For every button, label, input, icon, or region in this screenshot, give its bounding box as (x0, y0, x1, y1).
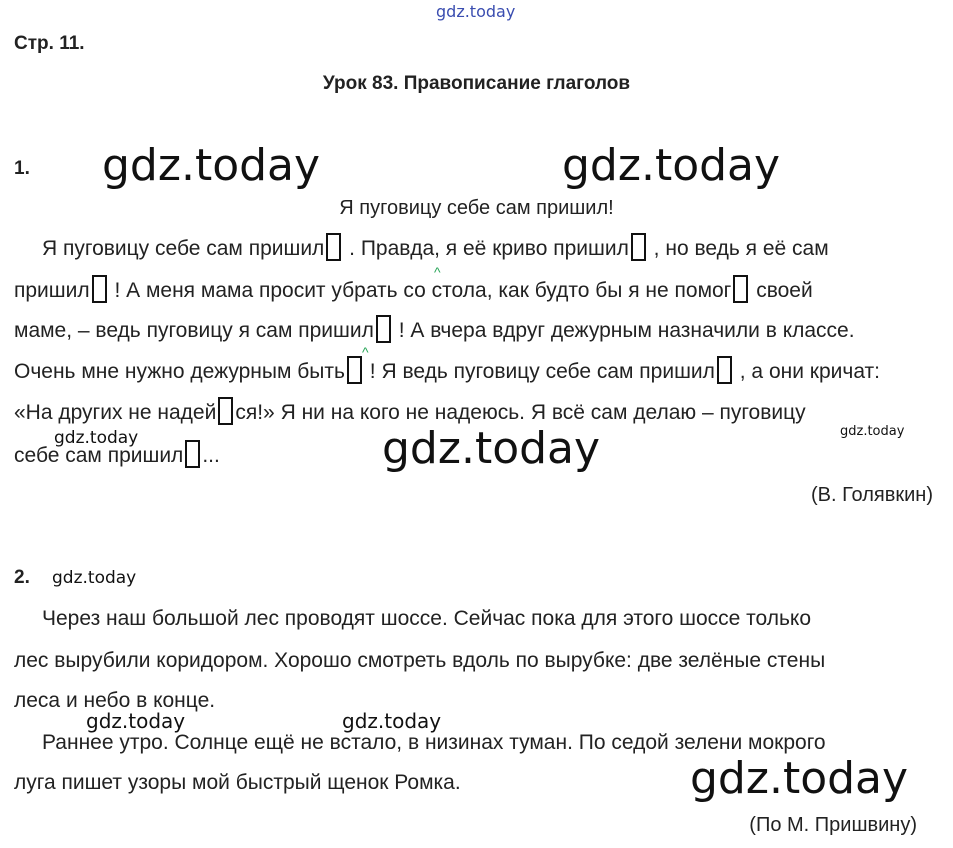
text-segment: пришил (14, 279, 90, 302)
exercise-2-author: (По М. Пришвину) (749, 814, 917, 836)
answer-box (326, 233, 341, 261)
watermark-large: gdz.today (382, 423, 601, 474)
exercise-1-title: Я пуговицу себе сам пришил! (339, 197, 614, 219)
exercise-1-line-1 (42, 229, 829, 269)
stress-mark-icon: ^ (434, 264, 441, 280)
watermark-large: gdz.today (690, 753, 909, 804)
exercise-2-line-2: лес вырубили коридором. Хорошо смотреть вдоль по вырубке: две зелёные стены (14, 649, 826, 672)
text-segment: ... (202, 444, 220, 467)
exercise-2-line-5: луга пишет узоры мой быстрый щенок Ромка. (14, 771, 461, 794)
text-segment: , но ведь я её сам (647, 237, 829, 260)
watermark-small: gdz.today (52, 568, 137, 588)
exercise-1-number: 1. (14, 158, 30, 179)
text-segment: ! А меня мама просит убрать со стола, как будто бы я не помог (108, 279, 732, 302)
watermark-small: gdz.today (840, 424, 905, 439)
text-segment: . Правда, я её криво пришил (343, 237, 629, 260)
text-segment: , а они кричат: (733, 360, 880, 383)
answer-box (376, 315, 391, 343)
exercise-1-author: (В. Голявкин) (810, 484, 933, 506)
stress-mark-icon: ^ (362, 344, 369, 360)
text-segment: ся!» Я ни на кого не надеюсь. Я всё сам делаю – пуговицу (235, 401, 806, 424)
exercise-1-line-2 (14, 271, 813, 311)
exercise-1-line-4 (14, 352, 880, 392)
answer-box (733, 275, 748, 303)
answer-box (185, 440, 200, 468)
page-label: Стр. 11. (14, 33, 85, 54)
answer-box (218, 397, 233, 425)
watermark-large: gdz.today (562, 140, 781, 191)
text-segment: Очень мне нужно дежурным быть (14, 360, 345, 383)
answer-box (92, 275, 107, 303)
exercise-1-line-3 (14, 311, 855, 351)
text-segment: маме, – ведь пуговицу я сам пришил (14, 319, 374, 342)
watermark-large: gdz.today (102, 140, 321, 191)
text-segment: своей (750, 279, 813, 302)
watermark-top: gdz.today (436, 2, 516, 21)
text-segment: ! А вчера вдруг дежурным назначили в классе. (392, 319, 855, 342)
exercise-2-line-4: Раннее утро. Солнце ещё не встало, в низинах туман. По седой зелени мокрого (42, 731, 826, 754)
watermark-small: gdz.today (86, 709, 186, 733)
answer-box (717, 356, 732, 384)
text-segment: себе сам пришил (14, 444, 184, 467)
lesson-title: Урок 83. Правописание глаголов (322, 73, 631, 94)
answer-box (631, 233, 646, 261)
watermark-small: gdz.today (342, 709, 442, 733)
answer-box (347, 356, 362, 384)
exercise-2-line-3: леса и небо в конце. (14, 689, 216, 712)
exercise-2-number: 2. (14, 567, 30, 588)
text-segment: «На других не надей (14, 401, 217, 424)
exercise-2-line-1: Через наш большой лес проводят шоссе. Сейчас пока для этого шоссе только (42, 607, 812, 630)
watermark-small: gdz.today (54, 428, 139, 448)
exercise-1-line-6 (14, 436, 220, 476)
text-segment: ! Я ведь пуговицу себе сам пришил (363, 360, 715, 383)
text-segment: Я пуговицу себе сам пришил (42, 237, 325, 260)
